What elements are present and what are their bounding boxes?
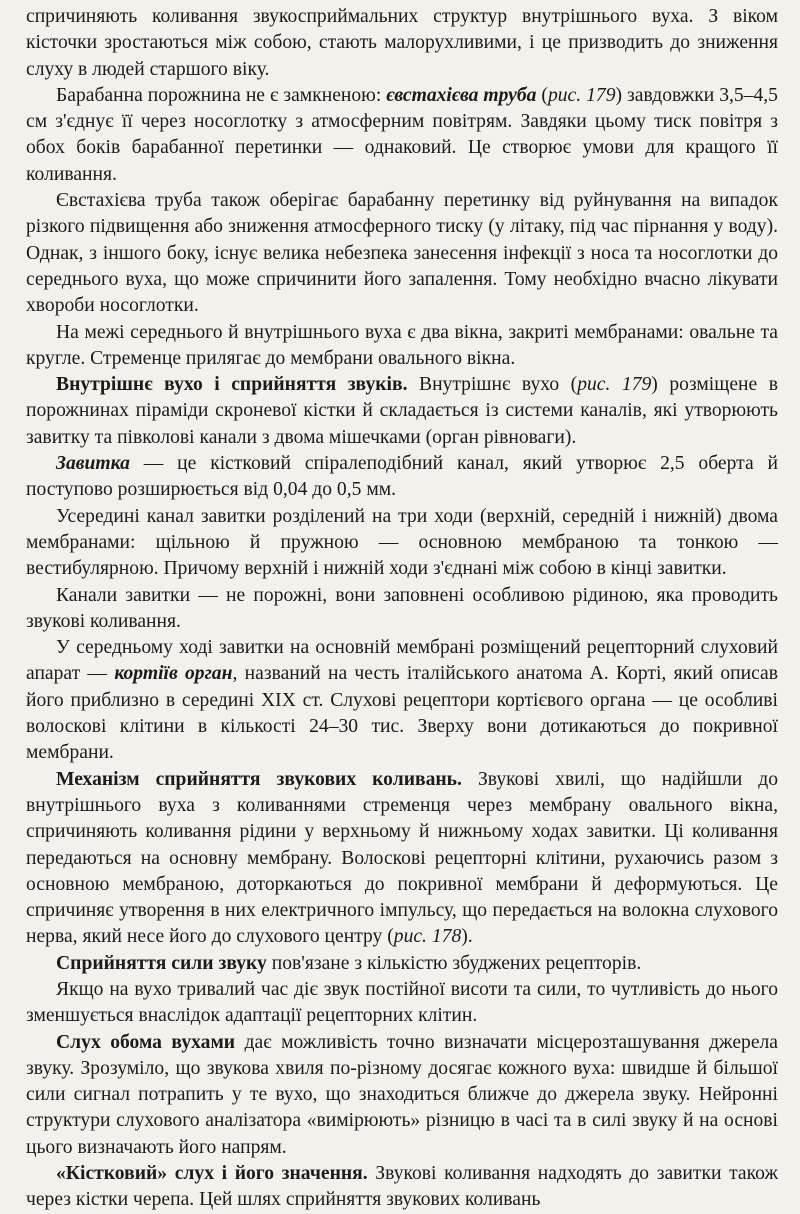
paragraph-bone-conduction <box>26 1161 778 1214</box>
paragraph-binaural <box>26 1030 778 1161</box>
section-heading-binaural: Слух обома вухами <box>56 1031 236 1053</box>
paragraph-cochlea <box>26 451 778 504</box>
paragraph-mechanism <box>26 767 778 951</box>
text: У середньому ході завитки на основній мембрані розміщений рецепторний слуховий апарат — <box>26 637 778 685</box>
text: спричиняють коливання звукосприймальних структур внутрішнього вуха. З віком кісточки зростаються між собою, стають малорухливими, і це призводить до зниження слуху в людей старшого віку. <box>26 6 778 80</box>
term-organ-of-corti: кортіїв орган <box>114 663 233 685</box>
paragraph-adaptation <box>26 977 778 1030</box>
paragraph-loudness <box>26 951 778 977</box>
text: дає можливість точно визначати місцерозташування джерела звуку. Зрозуміло, що звукова хвиля по-різному досягає кожного вуха: швидше й більшої сили сигнал потрапить у те вухо, що знаходиться ближче до джерела звуку. Нейронні структури слухового аналізатора «вимірюють» різницю в часі та в силі звуку й на основі цього визначають його напрям. <box>26 1031 778 1158</box>
paragraph-continuation <box>26 4 778 83</box>
text: ) завдовжки 3,5–4,5 см з'єднує її через носоглотку з атмосферним повітрям. Завдяки цьому тиск повітря з обох боків барабанної перетинки — однаковий. Це створює умови для кращого її коливання. <box>26 84 778 185</box>
paragraph-windows <box>26 320 778 373</box>
paragraph-cochlea-channels <box>26 504 778 583</box>
paragraph-inner-ear <box>26 372 778 451</box>
text: Усередині канал завитки розділений на три ходи (верхній, середній і нижній) двома мембранами: щільною й пружною — основною мембраною та тонкою — вестибулярною. Причому верхній і нижній ходи з'єднані між собою в кінці завитки. <box>26 505 778 580</box>
text: Звукові коливання надходять до завитки також через кістки черепа. Цей шлях сприйняття звукових коливань <box>26 1163 778 1211</box>
text: Барабанна порожнина не є замкненою: <box>56 84 387 106</box>
text: Євстахієва труба також оберігає барабанну перетинку від руйнування на випадок різкого підвищення або зниження атмосферного тиску (у літаку, під час пірнання у воду). Однак, з іншого боку, існує велика небезпека занесення інфекції з носа та носоглотки до середнього вуха, що може спричинити його запалення. Тому необхідно вчасно лікувати хвороби носоглотки. <box>26 190 778 317</box>
paragraph-eustachian-protection <box>26 188 778 319</box>
text: Звукові хвилі, що надійшли до внутрішнього вуха з коливаннями стременця через мембрану овального вікна, спричиняють коливання рідини у верхньому й нижньому ходах завитки. Ці коливання передаються на основну мембрану. Волоскові рецепторні клітини, рухаючись разом з основною мембраною, доторкаються до покривної мембрани й деформуються. Це спричиняє утворення в них електричного імпульсу, що передається на волокна слухового нерва, який несе його до слухового центру ( <box>26 768 778 948</box>
section-heading-inner-ear: Внутрішнє вухо і сприйняття звуків. <box>56 374 408 396</box>
text: ( <box>536 84 548 106</box>
text: Внутрішнє вухо ( <box>407 374 578 396</box>
text: ) розміщене в порожнинах піраміди скроневої кістки й складається із системи каналів, які утворюють завитку та півколові канали з двома мішечками (орган рівноваги). <box>26 374 778 448</box>
figure-ref: рис. 179 <box>577 374 652 396</box>
text: , названий на честь італійського анатома А. Корті, який описав його приблизно в середині XIX ст. Слухові рецептори кортієвого органа — це особливі волоскові клітини в кількості 24–30 тис. Зверху вони дотикаються до покривної мембрани. <box>26 663 778 764</box>
text: пов'язане з кількістю збуджених рецепторів. <box>266 952 642 974</box>
section-heading-loudness: Сприйняття сили звуку <box>56 952 267 974</box>
section-heading-mechanism: Механізм сприйняття звукових коливань. <box>56 768 462 790</box>
term-eustachian-tube: євстахієва труба <box>386 84 537 106</box>
text: ). <box>461 926 473 948</box>
term-cochlea: Завитка <box>56 453 130 475</box>
text: На межі середнього й внутрішнього вуха є два вікна, закриті мембранами: овальне та кругле. Стременце прилягає до мембрани овального вікна. <box>26 321 778 369</box>
figure-ref: рис. 179 <box>547 84 616 106</box>
paragraph-cochlea-fluid <box>26 583 778 636</box>
text: Якщо на вухо тривалий час діє звук постійної висоти та сили, то чутливість до нього зменшується внаслідок адаптації рецепторних клітин. <box>26 978 778 1027</box>
text: Канали завитки — не порожні, вони заповнені особливою рідиною, яка проводить звукові коливання. <box>26 584 778 632</box>
section-heading-bone-conduction: «Кістковий» слух і його значення. <box>56 1163 368 1185</box>
paragraph-eustachian-tube <box>26 83 778 188</box>
paragraph-organ-of-corti <box>26 635 778 766</box>
text: — це кістковий спіралеподібний канал, який утворює 2,5 оберта й поступово розширюється від 0,04 до 0,5 мм. <box>26 453 778 501</box>
figure-ref: рис. 178 <box>393 926 462 948</box>
